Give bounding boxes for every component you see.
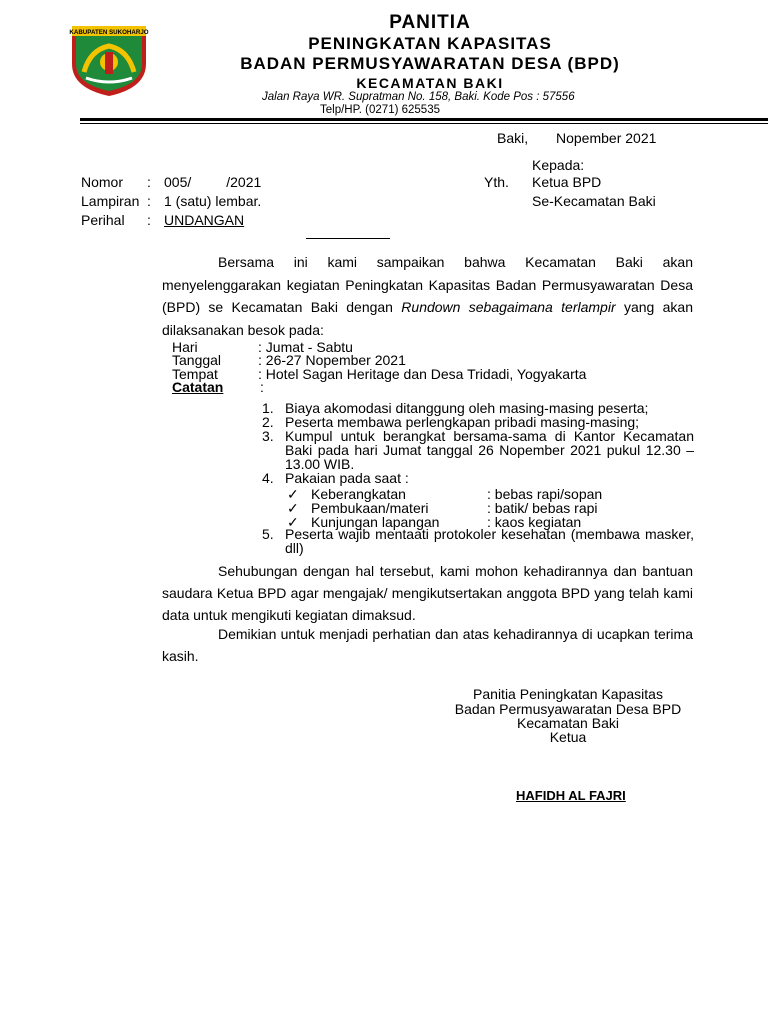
nomor-label: Nomor — [81, 174, 124, 190]
date-month-year: Nopember 2021 — [556, 130, 657, 146]
header-rule — [80, 118, 768, 121]
catatan-colon: : — [260, 379, 264, 395]
separator-line — [306, 238, 390, 239]
request-paragraph: Sehubungan dengan hal tersebut, kami mohon kehadirannya dan bantuan saudara Ketua BPD agar mengajak/ mengikutsertakan anggota BPD yang telah kami data untuk mengikuti kegiatan dimaksud. — [162, 563, 693, 623]
logo-text: KABUPATEN SUKOHARJO — [69, 29, 149, 36]
address: Jalan Raya WR. Supratman No. 158, Baki. Kode Pos : 57556 — [262, 91, 575, 103]
attire-label: Kunjungan lapangan — [311, 514, 440, 530]
attire-value: : kaos kegiatan — [487, 514, 582, 530]
item-text: Biaya akomodasi ditanggung oleh masing-masing peserta; — [285, 400, 649, 416]
list-item — [262, 527, 694, 555]
tempat-label: Tempat — [172, 366, 218, 382]
notes-list — [262, 401, 694, 555]
attire-value: : batik/ bebas rapi — [487, 500, 598, 516]
nomor-value: 005/ /2021 — [164, 174, 262, 190]
phone: Telp/HP. (0271) 625535 — [320, 104, 440, 116]
signature-line1: Panitia Peningkatan Kapasitas — [473, 686, 663, 702]
intro-text-b: yang akan dilaksanakan besok pada: — [162, 299, 693, 338]
check-icon: ✓ — [287, 486, 299, 502]
perihal-colon: : — [147, 212, 151, 228]
list-item — [262, 471, 694, 485]
list-item — [262, 401, 694, 415]
item-text: Peserta membawa perlengkapan pribadi masing-masing; — [285, 414, 640, 430]
list-item — [262, 429, 694, 471]
committee-title: PANITIA — [389, 12, 471, 33]
program-title: PENINGKATAN KAPASITAS — [308, 34, 552, 53]
attire-value: : bebas rapi/sopan — [487, 486, 603, 502]
recipient-name: Ketua BPD — [532, 174, 602, 190]
recipient-kepada: Kepada: — [532, 157, 585, 173]
nomor-colon: : — [147, 174, 151, 190]
tanggal-label: Tanggal — [172, 352, 222, 368]
recipient-location: Se-Kecamatan Baki — [532, 193, 656, 209]
check-icon: ✓ — [287, 514, 299, 530]
list-item — [262, 415, 694, 429]
hari-label: Hari — [172, 339, 198, 355]
check-icon: ✓ — [287, 500, 299, 516]
header-rule-thin — [80, 123, 768, 124]
institution-title: BADAN PERMUSYAWARATAN DESA (BPD) — [240, 54, 620, 73]
item-number: 3. — [262, 428, 274, 444]
signature-line2: Badan Permusyawaratan Desa BPD — [454, 701, 682, 717]
intro-paragraph — [162, 251, 693, 341]
item-number: 1. — [262, 400, 274, 416]
item-text: Peserta wajib mentaati protokoler kesehatan (membawa masker, dll) — [285, 526, 694, 556]
item-text: Pakaian pada saat : — [285, 470, 409, 486]
intro-text-italic: Rundown sebagaimana terlampir — [401, 299, 616, 315]
regency-logo — [68, 20, 150, 98]
perihal-value: UNDANGAN — [164, 212, 245, 228]
item-number: 4. — [262, 470, 274, 486]
lampiran-colon: : — [147, 193, 151, 209]
tanggal-value: : 26-27 Nopember 2021 — [258, 352, 406, 368]
signature-line3: Kecamatan Baki — [517, 715, 619, 731]
tempat-value: : Hotel Sagan Heritage dan Desa Tridadi, Yogyakarta — [258, 366, 587, 382]
attire-label: Pembukaan/materi — [311, 500, 429, 516]
perihal-label: Perihal — [81, 212, 125, 228]
catatan-label: Catatan — [172, 379, 224, 395]
attire-label: Keberangkatan — [311, 486, 406, 502]
signatory-name: HAFIDH AL FAJRI — [516, 788, 626, 803]
item-text: Kumpul untuk berangkat bersama-sama di Kantor Kecamatan Baki pada hari Jumat tanggal 26 Nopember 2021 pukul 12.30 – 13.00 WIB. — [285, 428, 694, 472]
lampiran-value: 1 (satu) lembar. — [164, 193, 262, 209]
item-number: 2. — [262, 414, 274, 430]
hari-value: : Jumat - Sabtu — [258, 339, 353, 355]
recipient-yth: Yth. — [484, 174, 509, 190]
intro-text-a: Bersama ini kami sampaikan bahwa Kecamatan Baki akan menyelenggarakan kegiatan Peningkatan Kapasitas Badan Permusyawaratan Desa (BPD) se Kecamatan Baki dengan — [162, 254, 693, 315]
closing-paragraph: Demikian untuk menjadi perhatian dan atas kehadirannya di ucapkan terima kasih. — [162, 626, 693, 664]
date-place: Baki, — [497, 130, 529, 146]
signature-line4: Ketua — [549, 729, 587, 745]
lampiran-label: Lampiran — [81, 193, 140, 209]
district-title: KECAMATAN BAKI — [356, 75, 504, 91]
item-number: 5. — [262, 526, 274, 542]
